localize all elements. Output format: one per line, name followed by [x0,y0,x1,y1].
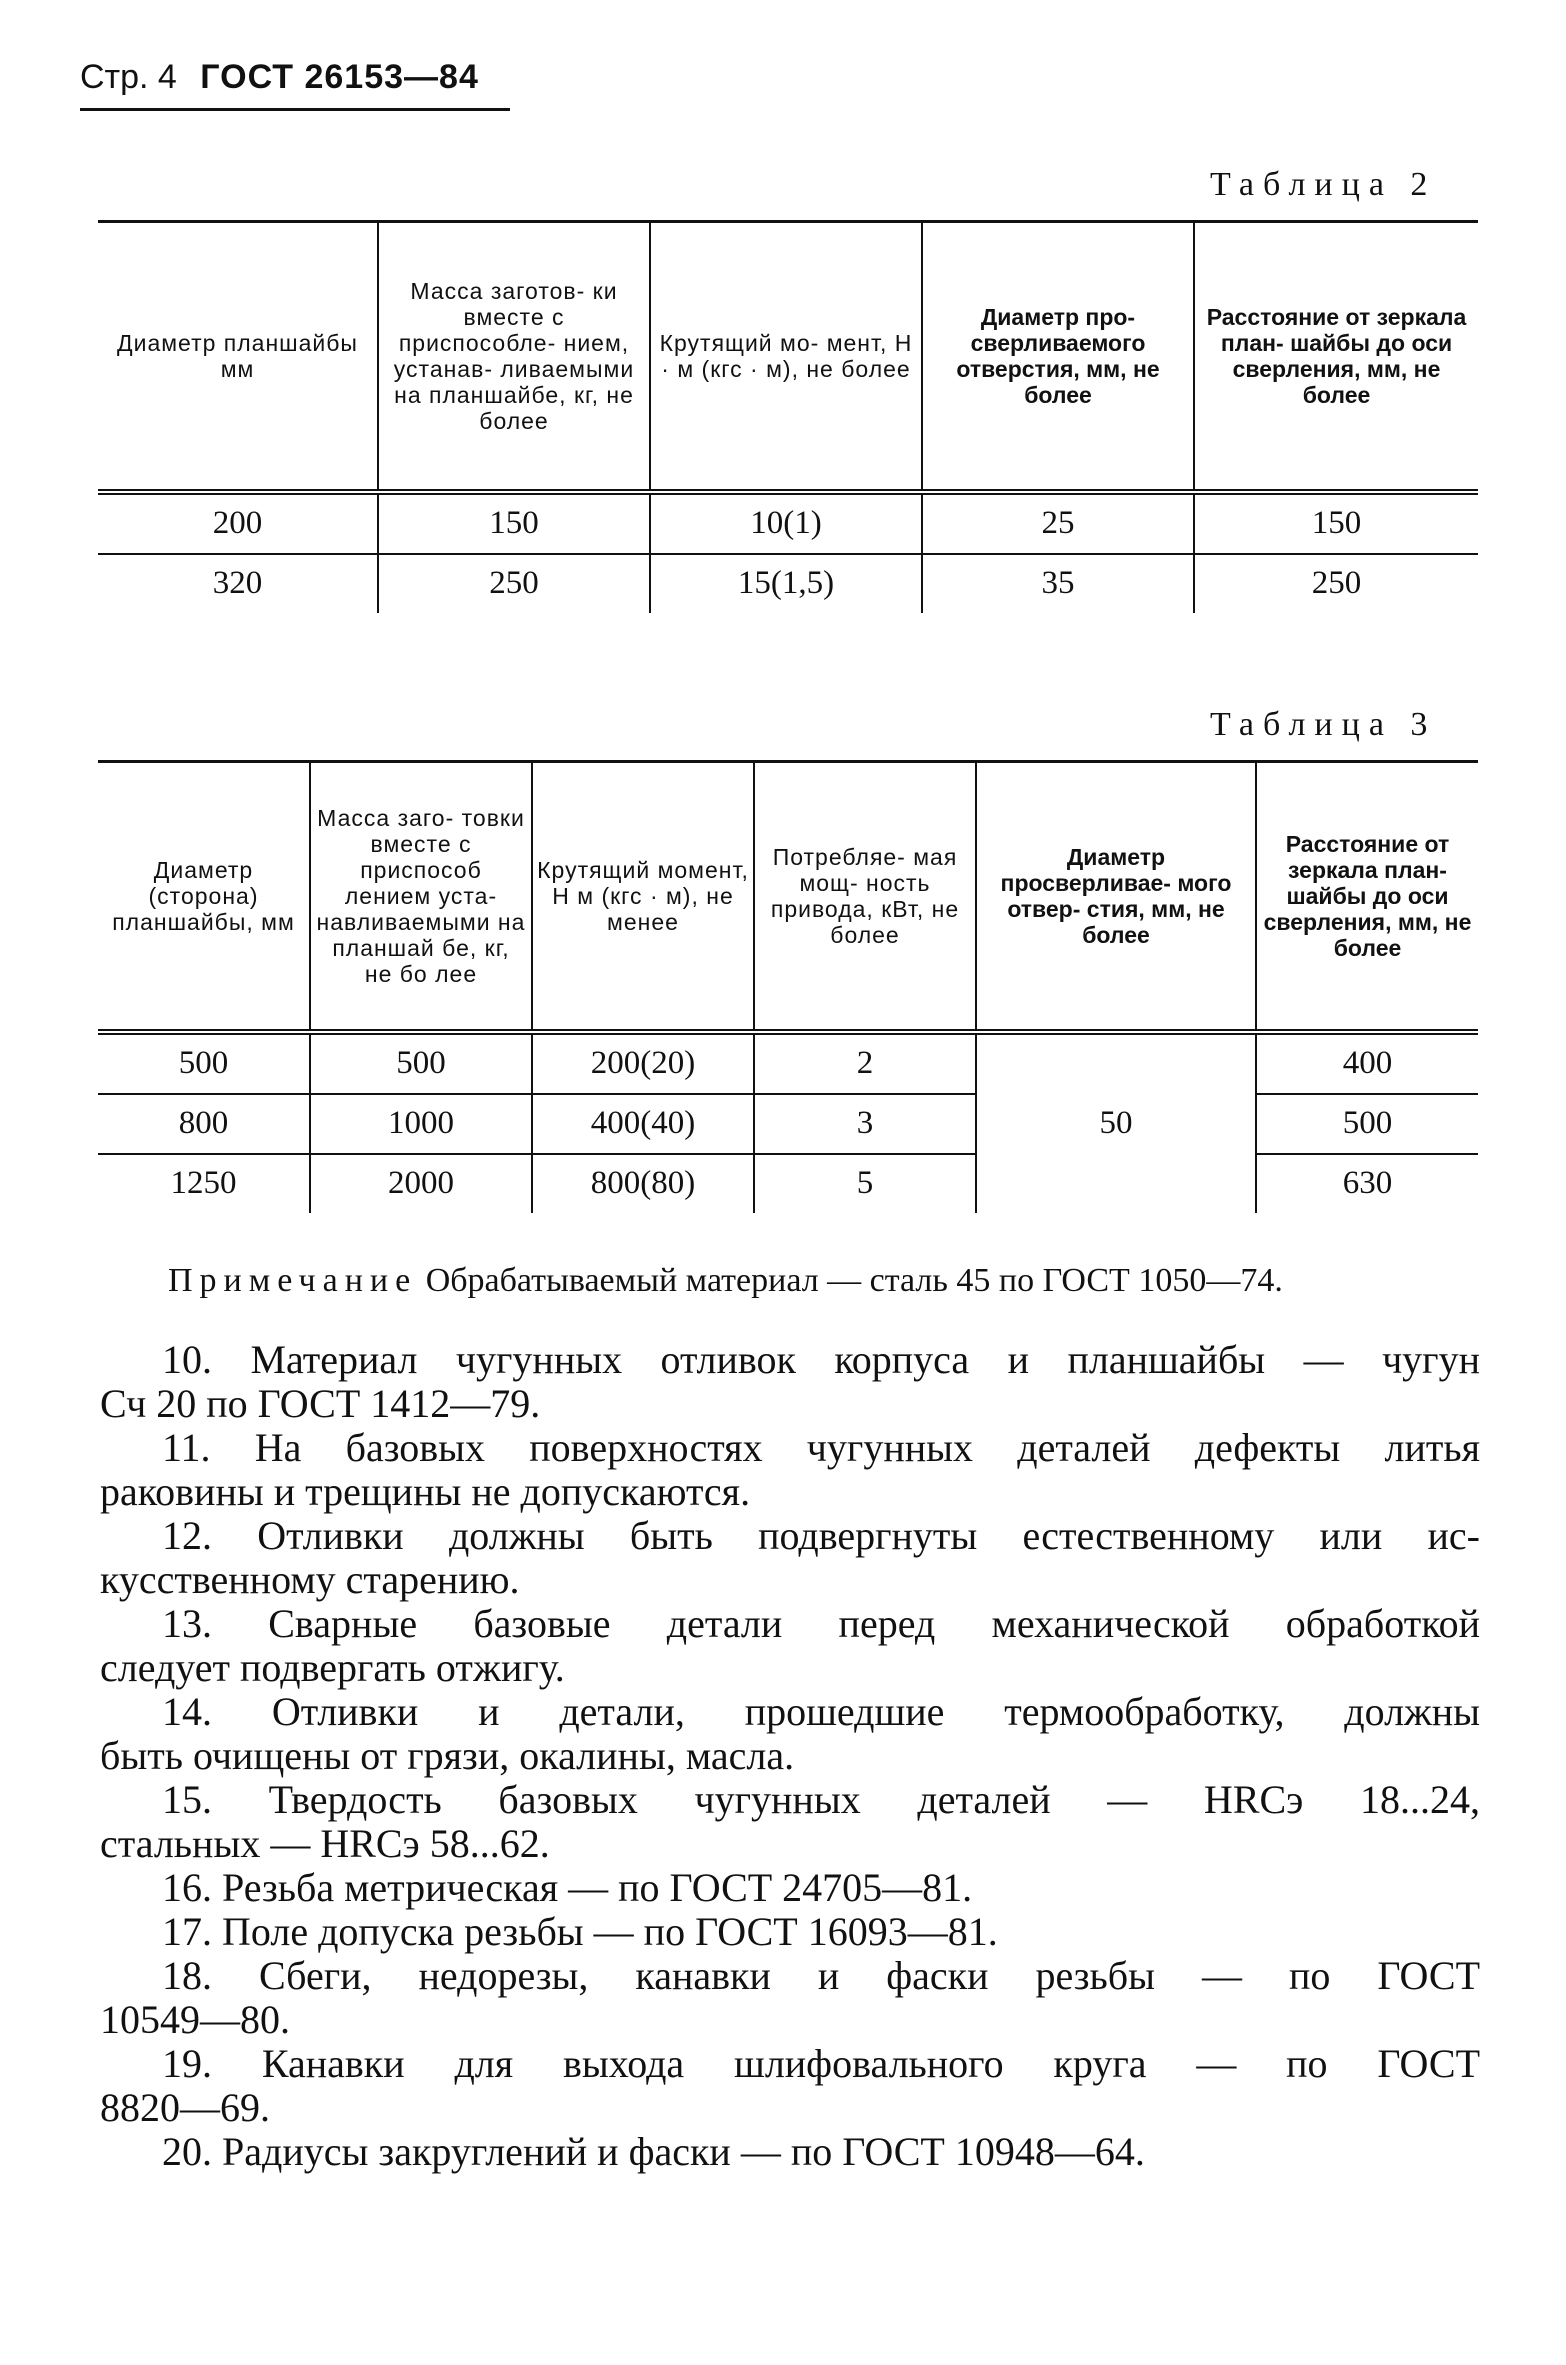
table2-col-mass: Масса заготов- ки вместе с приспособле- нием, устанав- ливаемыми на планшайбе, кг, не более [378,222,650,492]
requirement-continuation: 8820—69. [100,2085,270,2130]
table3 [98,760,1478,1213]
requirement-item [100,2130,1480,2174]
requirement-item [100,1778,1480,1866]
requirement-continuation: быть очищены от грязи, окалины, масла. [100,1733,795,1778]
table-cell: 500 [310,1032,532,1094]
table-cell: 400(40) [532,1094,754,1154]
table2 [98,220,1478,613]
table-cell-merged-diameter: 50 [976,1032,1256,1213]
requirement-item [100,1514,1480,1602]
table3-col-distance: Расстояние от зеркала план- шайбы до оси сверления, мм, не более [1256,762,1478,1032]
table-row [98,492,1478,554]
table-cell: 150 [378,492,650,554]
table-cell: 15(1,5) [650,554,922,613]
table-cell: 800(80) [532,1154,754,1213]
requirement-line: 10. Материал чугунных отливок корпуса и планшайбы — чугун [162,1337,1480,1382]
table-cell: 3 [754,1094,976,1154]
requirement-continuation: кусственному старению. [100,1557,520,1602]
table3-col-hole: Диаметр просверливае- мого отвер- стия, мм, не более [976,762,1256,1032]
table-cell: 2000 [310,1154,532,1213]
table-row [98,1154,1478,1213]
requirement-line: 13. Сварные базовые детали перед механической обработкой [162,1601,1480,1646]
requirement-item [100,1338,1480,1426]
table2-col-torque: Крутящий мо- мент, Н · м (кгс · м), не более [650,222,922,492]
table-cell: 200(20) [532,1032,754,1094]
header-rule [80,108,510,111]
requirement-continuation: стальных — HRCэ 58...62. [100,1821,550,1866]
standard-code: ГОСТ 26153—84 [200,58,479,96]
table-cell: 320 [212,565,263,601]
table-row [98,554,1478,613]
table-cell: 1250 [170,1165,237,1201]
table2-col-distance: Расстояние от зеркала план- шайбы до оси сверления, мм, не более [1194,222,1478,492]
requirement-item [100,2042,1480,2130]
table3-col-mass: Масса заго- товки вместе с приспособ лением уста- навливаемыми на планшай бе, кг, не бо лее [310,762,532,1032]
table-cell: 250 [1194,554,1478,613]
requirement-continuation: 10549—80. [100,1997,290,2042]
table-cell: 400 [1256,1032,1478,1094]
table3-col-torque: Крутящий момент, Н м (кгс · м), не менее [532,762,754,1032]
requirement-item [100,1954,1480,2042]
requirement-line: 11. На базовых поверхностях чугунных деталей дефекты литья [162,1425,1480,1470]
table-cell: 500 [1256,1094,1478,1154]
table2-caption: Таблица 2 [1210,166,1437,203]
table3-caption: Таблица 3 [1210,706,1437,743]
table-cell: 25 [922,492,1194,554]
table-row [98,1032,1478,1094]
table3-col-power: Потребляе- мая мощ- ность привода, кВт, не более [754,762,976,1032]
requirement-item [100,1910,1480,1954]
table-cell: 630 [1256,1154,1478,1213]
table-cell: 5 [754,1154,976,1213]
table2-col-hole: Диаметр про- сверливаемого отверстия, мм, не более [922,222,1194,492]
table-cell: 200 [98,492,378,554]
requirement-line: 18. Сбеги, недорезы, канавки и фаски резьбы — по ГОСТ [162,1953,1480,1998]
table-cell: 35 [922,554,1194,613]
requirement-item [100,1602,1480,1690]
table3-col-diameter: Диаметр (сторона) планшайбы, мм [112,856,295,935]
requirement-item [100,1866,1480,1910]
table2-col-diameter: Диаметр планшайбы мм [117,329,358,382]
requirement-line: 14. Отливки и детали, прошедшие термообработку, должны [162,1689,1480,1734]
note-text: Обрабатываемый материал — сталь 45 по ГОСТ 1050—74. [425,1262,1283,1299]
requirement-line: 15. Твердость базовых чугунных деталей — HRCэ 18...24, [162,1777,1480,1822]
requirement-line: 16. Резьба метрическая — по ГОСТ 24705—81. [162,1865,973,1910]
table-cell: 500 [98,1032,310,1094]
table-cell: 10(1) [650,492,922,554]
note-label: Примечание [168,1262,418,1299]
table-cell: 150 [1194,492,1478,554]
requirement-line: 12. Отливки должны быть подвергнуты естественному или ис- [162,1513,1480,1558]
requirement-line: 17. Поле допуска резьбы — по ГОСТ 16093—81. [162,1909,998,1954]
requirement-continuation: раковины и трещины не допускаются. [100,1469,751,1514]
table-cell: 800 [98,1094,310,1154]
requirement-line: 19. Канавки для выхода шлифовального круга — по ГОСТ [162,2041,1480,2086]
requirement-item [100,1426,1480,1514]
table-row [98,1094,1478,1154]
page-number: Стр. 4 [80,58,177,96]
requirement-item [100,1690,1480,1778]
table-cell: 1000 [310,1094,532,1154]
table-note [168,1262,1283,1300]
table-cell: 250 [378,554,650,613]
requirement-continuation: следует подвергать отжигу. [100,1645,565,1690]
table-cell: 2 [754,1032,976,1094]
requirement-line: 20. Радиусы закруглений и фаски — по ГОСТ 10948—64. [162,2129,1145,2174]
page-header [80,58,479,97]
requirement-continuation: Сч 20 по ГОСТ 1412—79. [100,1381,541,1426]
